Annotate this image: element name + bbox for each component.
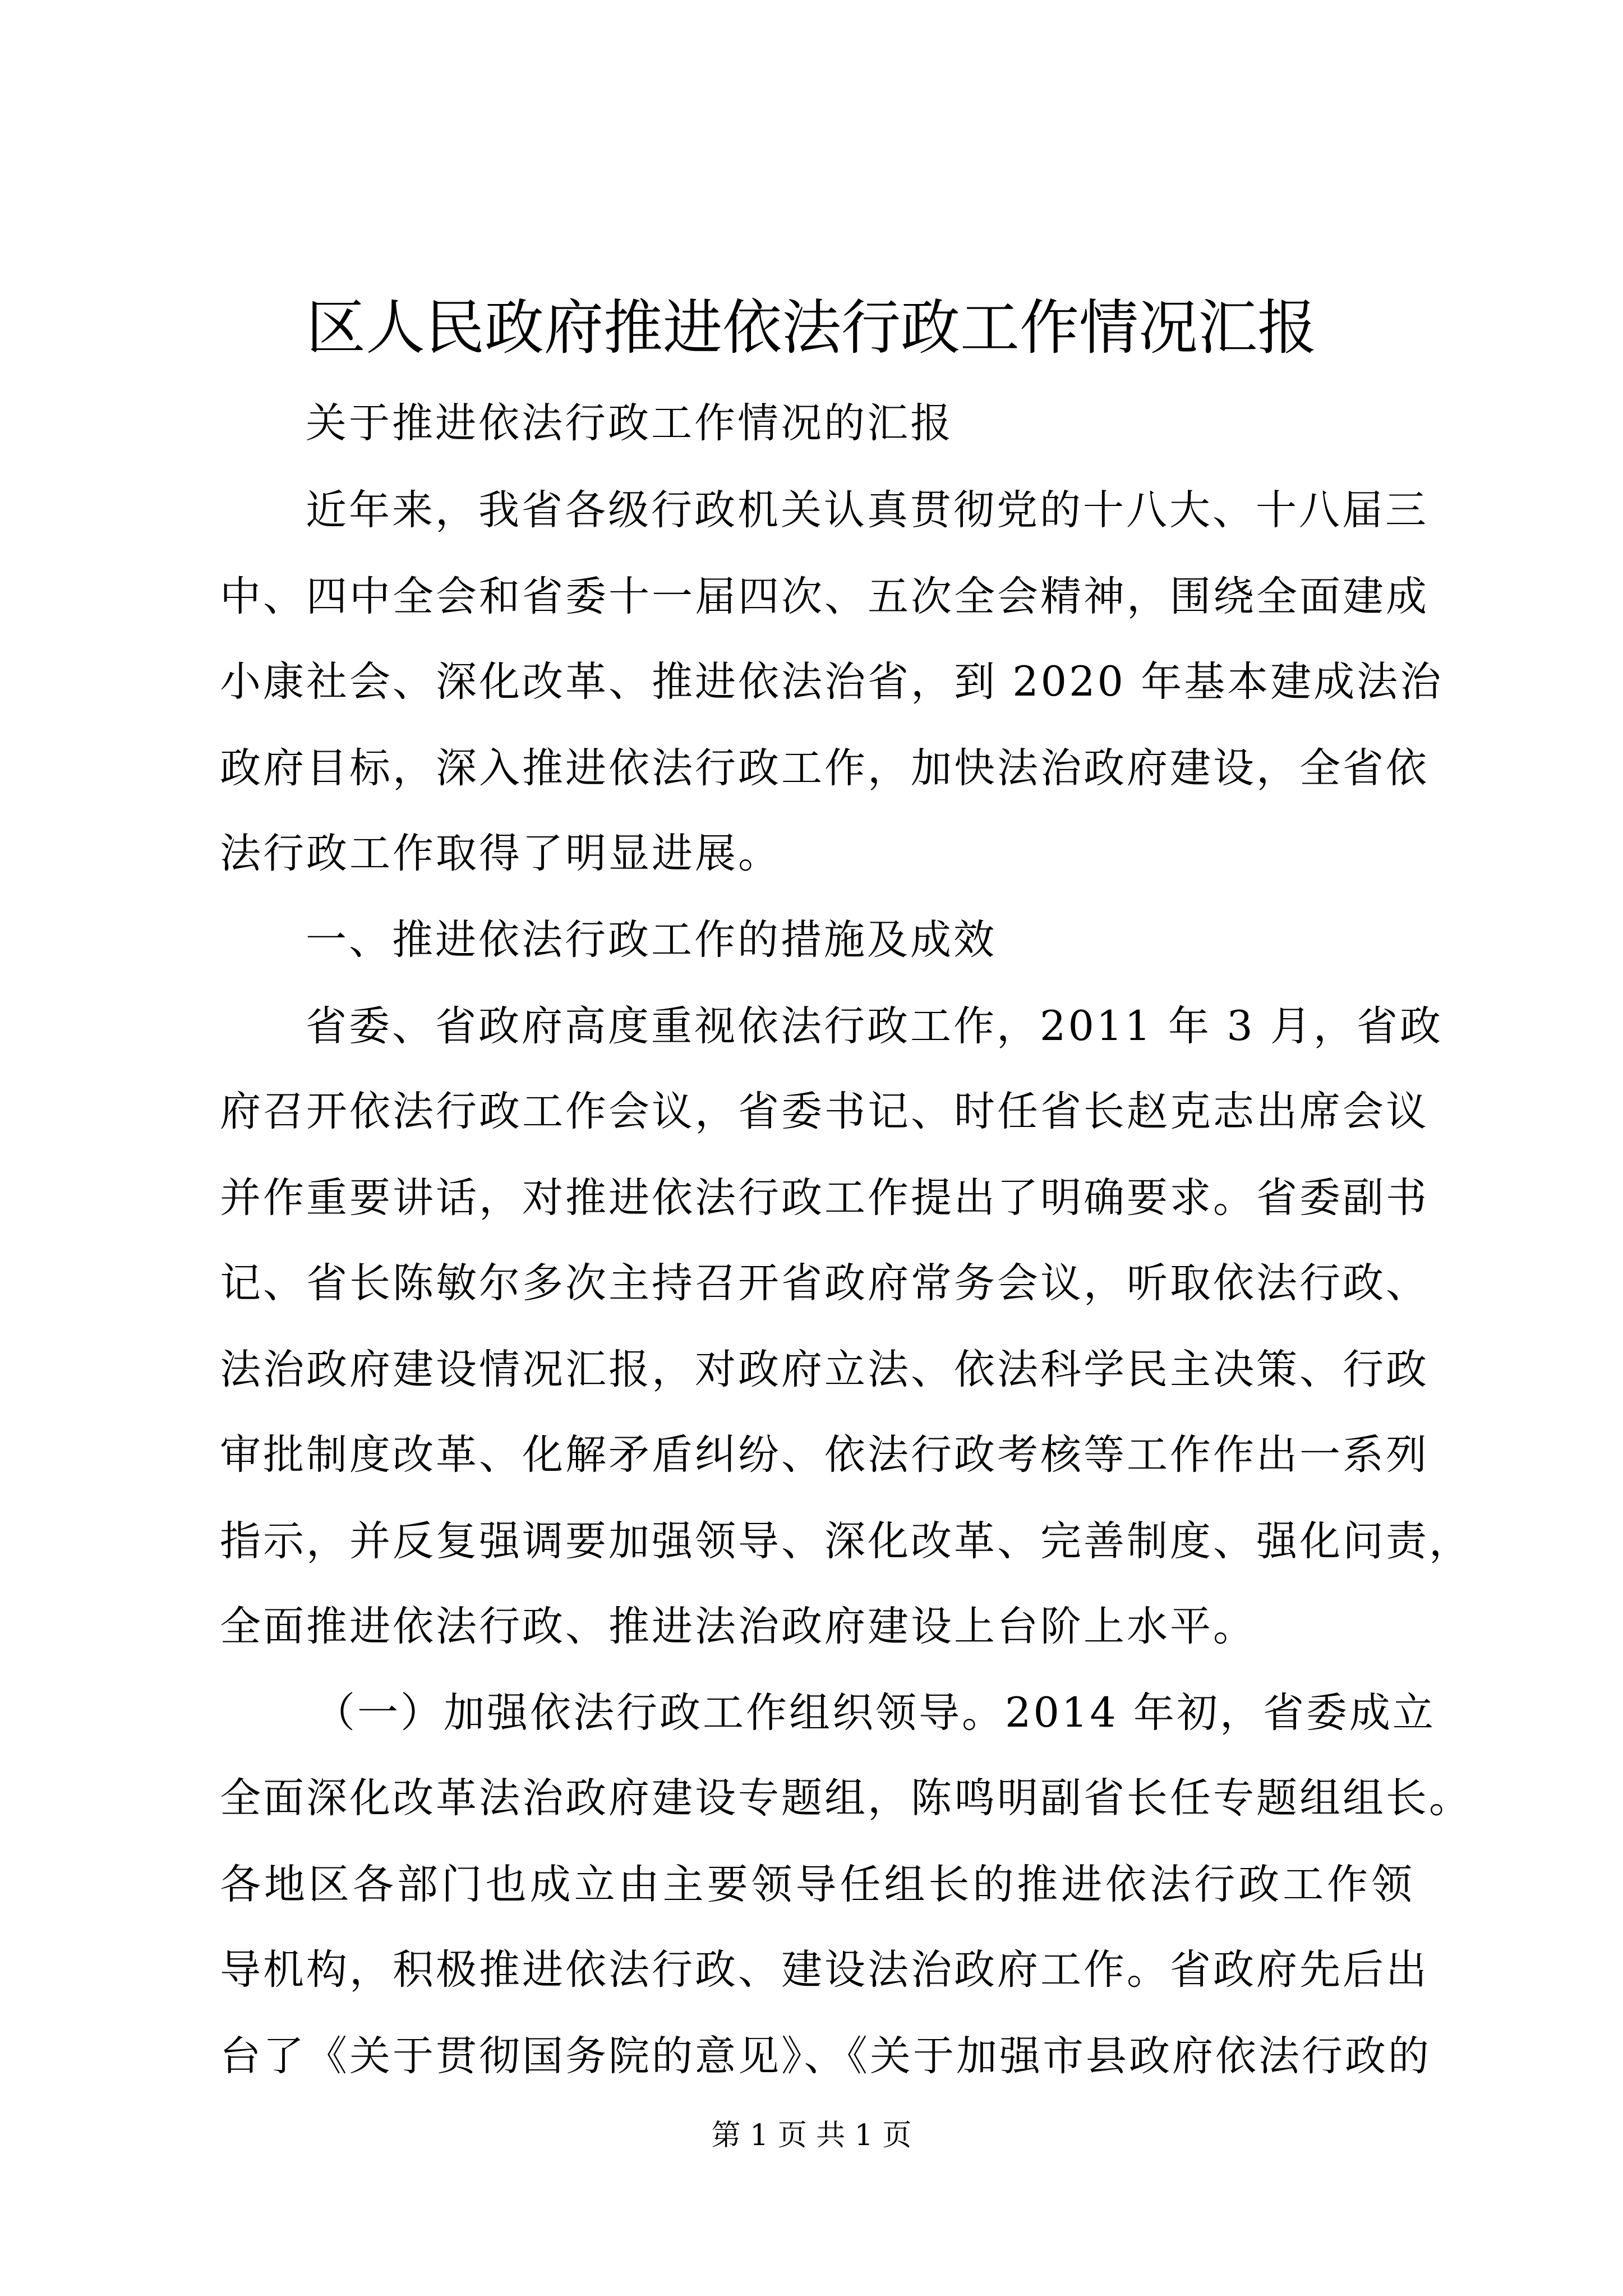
paragraph-line: 府召开依法行政工作会议，省委书记、时任省长赵克志出席会议 <box>220 1088 1429 1135</box>
paragraph-line: 小康社会、深化改革、推进依法治省，到 2020 年基本建成法治 <box>220 658 1444 706</box>
paragraph-line: 各地区各部门也成立由主要领导任组长的推进依法行政工作领 <box>220 1861 1414 1908</box>
paragraph-line: 全面深化改革法治政府建设专题组，陈鸣明副省长任专题组组长。 <box>220 1774 1472 1822</box>
paragraph-line: 审批制度改革、化解矛盾纠纷、依法行政考核等工作作出一系列 <box>220 1431 1429 1479</box>
paragraph-line: 导机构，积极推进依法行政、建设法治政府工作。省政府先后出 <box>220 1946 1429 1994</box>
paragraph-line: 政府目标，深入推进依法行政工作，加快法治政府建设，全省依 <box>220 744 1429 792</box>
paragraph-line: 法治政府建设情况汇报，对政府立法、依法科学民主决策、行政 <box>220 1346 1429 1393</box>
paragraph-line: 法行政工作取得了明显进展。 <box>220 830 781 877</box>
paragraph-line: 台了《关于贯彻国务院的意见》、《关于加强市县政府依法行政的 <box>220 2032 1431 2080</box>
section-heading: 一、推进依法行政工作的措施及成效 <box>306 916 997 964</box>
paragraph-line: 记、省长陈敏尔多次主持召开省政府常务会议，听取依法行政、 <box>220 1259 1429 1307</box>
paragraph-line: 近年来，我省各级行政机关认真贯彻党的十八大、十八届三 <box>306 486 1428 534</box>
paragraph-line: 指示，并反复强调要加强领导、深化改革、完善制度、强化问责， <box>220 1517 1472 1565</box>
paragraph-line: 全面推进依法行政、推进法治政府建设上台阶上水平。 <box>220 1603 1256 1650</box>
subtitle-line: 关于推进依法行政工作情况的汇报 <box>306 399 953 447</box>
paragraph-line: （一）加强依法行政工作组织领导。2014 年初，省委成立 <box>314 1689 1436 1737</box>
paragraph-line: 并作重要讲话，对推进依法行政工作提出了明确要求。省委副书 <box>220 1174 1429 1222</box>
paragraph-line: 省委、省政府高度重视依法行政工作，2011 年 3 月，省政 <box>306 1002 1443 1050</box>
document-title: 区人民政府推进依法行政工作情况汇报 <box>306 293 1317 362</box>
page-footer: 第 1 页 共 1 页 <box>711 2119 912 2152</box>
paragraph-line: 中、四中全会和省委十一届四次、五次全会精神，围绕全面建成 <box>220 573 1429 620</box>
